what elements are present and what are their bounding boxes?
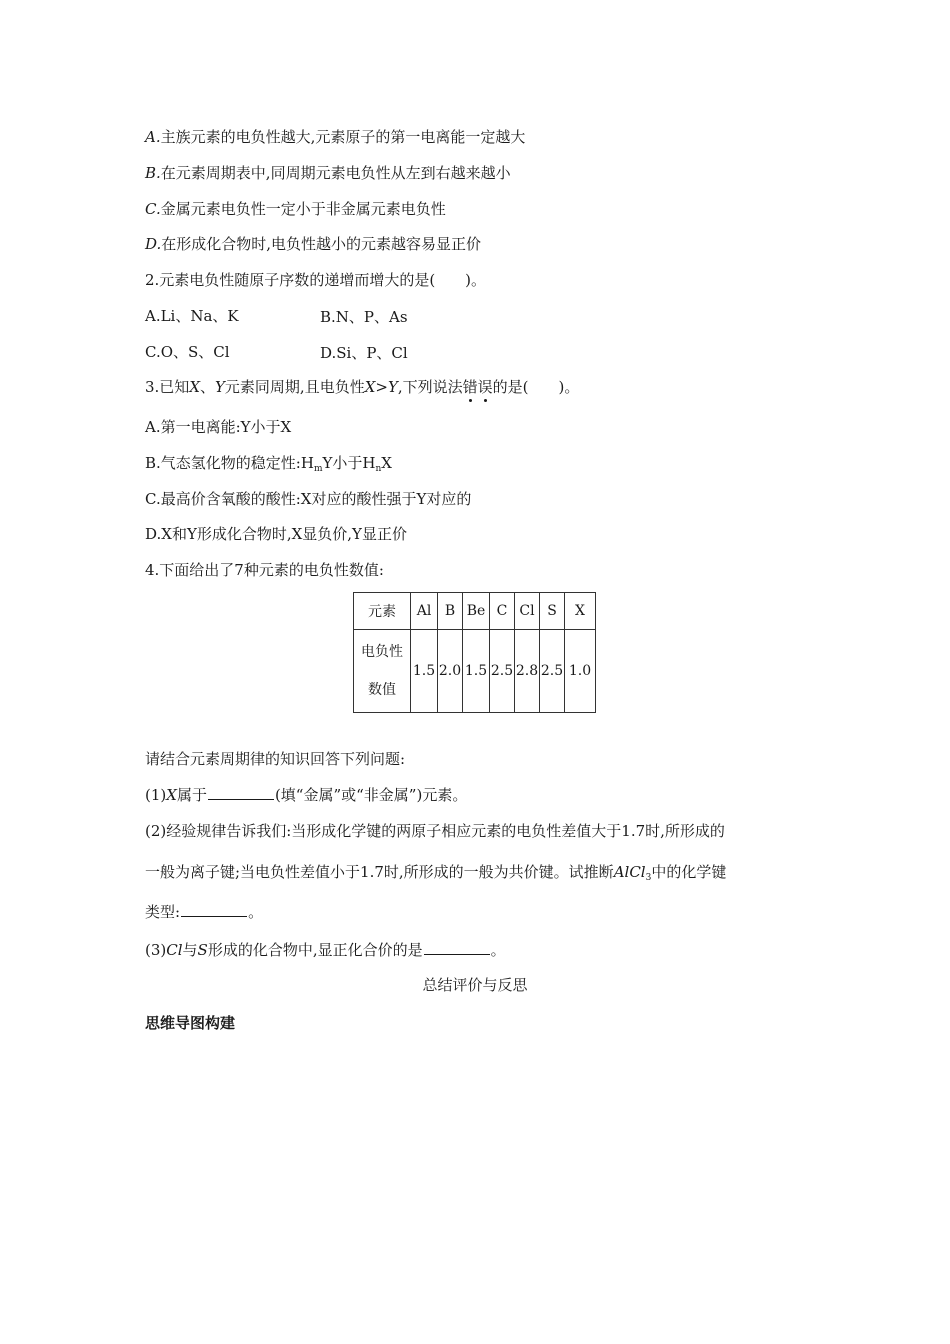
q3-option-a: A.第一电离能:Y小于X	[145, 418, 292, 436]
table-cell: 1.0	[565, 630, 596, 713]
option-text: 主族元素的电负性越大,元素原子的第一电离能一定越大	[160, 128, 526, 146]
option-letter: C.	[145, 200, 161, 218]
q3-option-b: B.气态氢化物的稳定性$:H_mY$小于$H_nX$	[145, 454, 392, 474]
answer-blank[interactable]	[208, 785, 274, 800]
emphasis-dot: 误	[477, 378, 493, 396]
q2-options-row1	[145, 306, 239, 326]
table-cell: Al	[411, 593, 438, 630]
q1-option-d	[145, 234, 481, 254]
q1-option-c	[145, 199, 446, 219]
option-text: 在元素周期表中,同周期元素电负性从左到右越来越小	[160, 164, 511, 182]
table-cell: C	[490, 593, 515, 630]
q3-option-c: C.最高价含氧酸的酸性:X对应的酸性强于Y对应的	[145, 490, 472, 508]
answer-blank[interactable]	[424, 940, 490, 955]
q4-sub3: (3)Cl与S形成的化合物中,显正化合价的是 。	[145, 941, 506, 959]
option-text: 在形成化合物时,电负性越小的元素越容易显正价	[161, 235, 482, 253]
q2-stem: 2.元素电负性随原子序数的递增而增大的是( )。	[145, 271, 487, 289]
q3-stem: 3.已知X、Y元素同周期,且电负性X>Y,下列说法错误的是( )。	[145, 378, 580, 396]
q4-sub2-line2: 一般为离子键;当电负性差值小于1.7时,所形成的一般为共价键。试推断AlCl$_3$中的化学键	[145, 863, 727, 883]
q4-prompt: 请结合元素周期律的知识回答下列问题:	[145, 750, 406, 768]
option-letter: A.	[145, 128, 161, 146]
q2-option-d: D.Si、P、Cl	[320, 344, 408, 362]
q1-option-b	[145, 163, 511, 183]
q1-option-a	[145, 127, 525, 147]
table-row	[354, 630, 596, 713]
table-cell: 2.5	[540, 630, 565, 713]
table-cell: 1.5	[463, 630, 490, 713]
table-cell: S	[540, 593, 565, 630]
mindmap-title: 思维导图构建	[145, 1014, 236, 1032]
option-text: 金属元素电负性一定小于非金属元素电负性	[160, 200, 446, 218]
table-cell: 2.5	[490, 630, 515, 713]
table-cell: 1.5	[411, 630, 438, 713]
table-value-label: 电负性 数值	[354, 630, 411, 713]
table-cell: Be	[463, 593, 490, 630]
q2-option-b: B.N、P、As	[320, 308, 408, 326]
option-letter: D.	[145, 235, 162, 253]
q4-stem: 4.下面给出了7种元素的电负性数值:	[145, 561, 384, 579]
option-letter: B.	[145, 164, 161, 182]
q4-sub1: (1)X属于 (填“金属”或“非金属”)元素。	[145, 786, 468, 804]
table-cell: B	[438, 593, 463, 630]
q2-option-c: C.O、S、Cl	[145, 343, 230, 361]
electronegativity-table	[353, 592, 596, 713]
q3-option-d: D.X和Y形成化合物时,X显负价,Y显正价	[145, 525, 407, 543]
q2-options-row2	[145, 342, 230, 362]
table-cell: Cl	[515, 593, 540, 630]
emphasis-dot: 错	[462, 378, 478, 396]
table-header-label: 元素	[354, 593, 411, 630]
q4-sub2-line3: 类型: 。	[145, 903, 264, 921]
table-row	[354, 593, 596, 630]
answer-blank[interactable]	[181, 902, 247, 917]
q4-sub2-line1: (2)经验规律告诉我们:当形成化学键的两原子相应元素的电负性差值大于1.7时,所形成的	[145, 822, 725, 840]
table-cell: X	[565, 593, 596, 630]
q2-option-a: A.Li、Na、K	[145, 307, 239, 325]
table-cell: 2.8	[515, 630, 540, 713]
table-cell: 2.0	[438, 630, 463, 713]
section-title: 总结评价与反思	[422, 976, 528, 994]
